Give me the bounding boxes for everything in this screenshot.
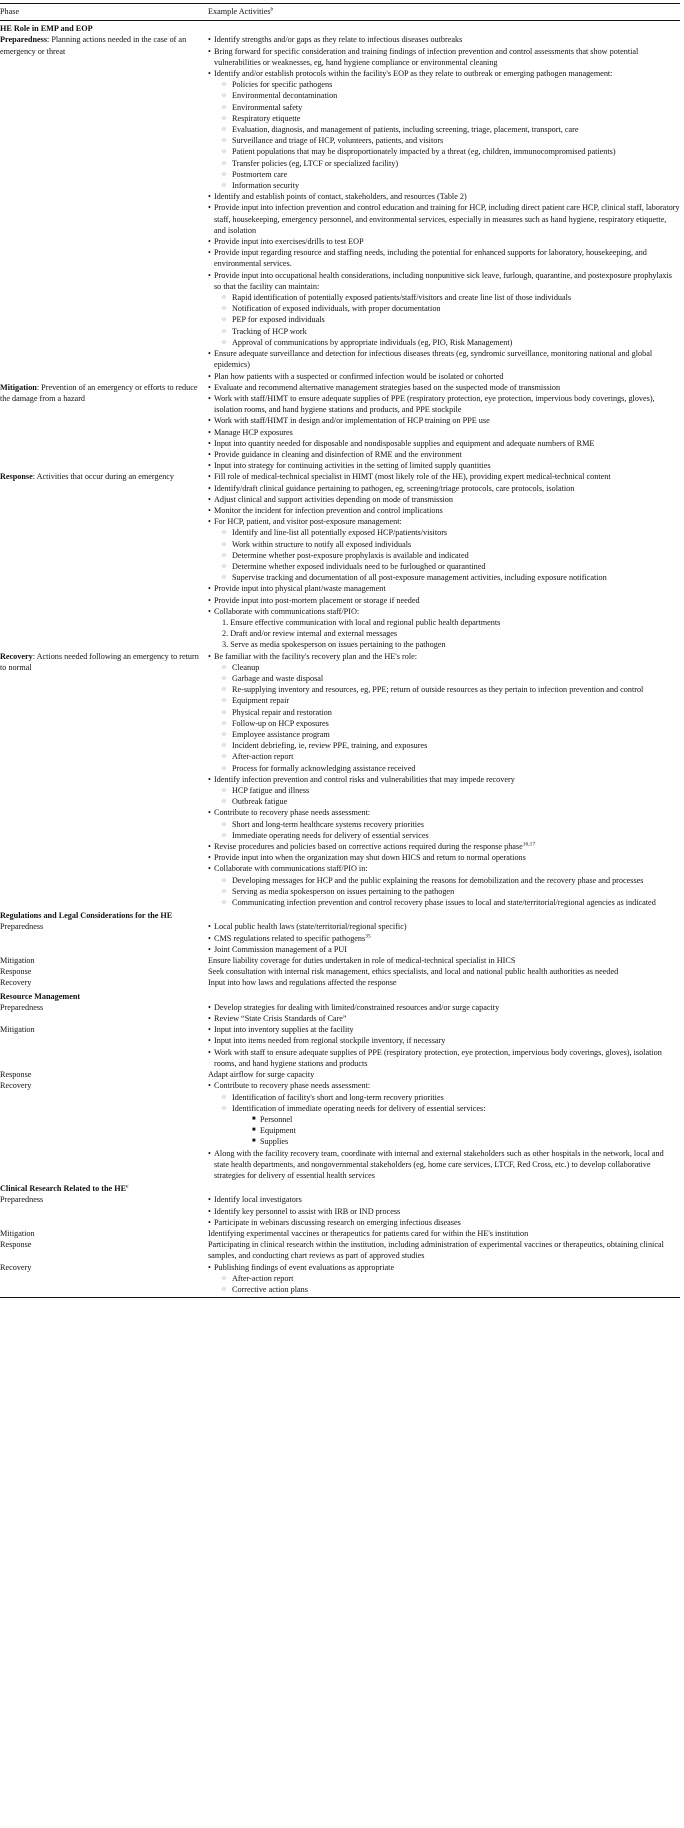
item-text: Respiratory etiquette (232, 113, 301, 123)
phase-name: Response (0, 967, 32, 977)
phase-row (0, 977, 680, 988)
section-title-text: HE Role in EMP and EOP (0, 24, 93, 34)
sub-item (214, 684, 680, 695)
activity-text: Ensure liability coverage for duties undertaken in role of medical-technical specialist in HICS (208, 956, 516, 966)
bullet-item (208, 606, 680, 651)
item-text: HCP fatigue and illness (232, 786, 310, 796)
sub-item (214, 158, 680, 169)
phase-cell (0, 1194, 208, 1228)
sub-list (214, 662, 680, 774)
item-text: Provide guidance in cleaning and disinfection of RME and the environment (214, 449, 462, 459)
sub-item (214, 830, 680, 841)
item-text: Physical repair and restoration (232, 707, 332, 717)
item-text: Work with staff/HIMT in design and/or implementation of HCP training on PPE use (214, 416, 490, 426)
bullet-item (208, 415, 680, 426)
bullet-item (208, 393, 680, 415)
activities-cell (208, 966, 680, 977)
phase-name: Response (0, 1070, 32, 1080)
sub-item (214, 146, 680, 157)
numbered-item: 2. Draft and/or review internal and external messages (222, 629, 398, 639)
phase-cell (0, 1080, 208, 1181)
phase-name: Mitigation (0, 1228, 35, 1238)
item-text: Work with staff/HIMT to ensure adequate supplies of PPE (respiratory protection, eye protection, impervious body coverings, gloves), isolation rooms, and hand hygiene stations and products, and PPE stockpile (214, 393, 655, 415)
bullet-item (208, 863, 680, 908)
item-text: Collaborate with communications staff/PIO in: (214, 864, 368, 874)
item-text: Communicating infection prevention and control recovery phase issues to local and state/territorial/regional agencies as indicated (232, 898, 656, 908)
item-text: Identify infection prevention and control risks and vulnerabilities that may impede recovery (214, 774, 515, 784)
sub-item (214, 897, 680, 908)
bullet-item (208, 1013, 680, 1024)
phase-name: Recovery (0, 1081, 32, 1091)
square-item: ■ Supplies (232, 1136, 680, 1147)
bullet-list (208, 34, 680, 381)
activity-text: Adapt airflow for surge capacity (208, 1070, 315, 1080)
phase-cell (0, 921, 208, 955)
item-text: Contribute to recovery phase needs assessment: (214, 1081, 371, 1091)
item-text: Rapid identification of potentially exposed patients/staff/visitors and create line list of those individuals (232, 293, 572, 303)
phase-name: Response (0, 472, 33, 482)
phase-row (0, 1228, 680, 1239)
sub-list (214, 875, 680, 909)
bullet-item (208, 1047, 680, 1069)
sub-item (214, 729, 680, 740)
item-text: Contribute to recovery phase needs assessment: (214, 808, 371, 818)
phase-row (0, 471, 680, 650)
phase-cell (0, 966, 208, 977)
item-text: Joint Commission management of a PUI (214, 944, 348, 954)
bullet-item (208, 46, 680, 68)
item-text: Review “State Crisis Standards of Care” (214, 1014, 347, 1024)
bullet-item (208, 583, 680, 594)
bullet-item (208, 921, 680, 932)
item-text: Input into inventory supplies at the facility (214, 1025, 354, 1035)
phase-name: Recovery (0, 978, 32, 988)
activity-text: Participating in clinical research within the institution, including administration of experimental vaccines or therapeutics, obtaining clinical samples, and conducting chart reviews as part of approved studies (208, 1240, 664, 1261)
sub-item (214, 662, 680, 673)
phase-row (0, 921, 680, 955)
item-text: Provide input into occupational health considerations, including nonpunitive sick leave, furlough, quarantine, and postexposure prophylaxis so that the facility can maintain: (214, 270, 672, 291)
activities-cell (208, 977, 680, 988)
activity-text: Input into how laws and regulations affected the response (208, 978, 397, 988)
phase-row (0, 955, 680, 966)
activity-text: Identifying experimental vaccines or therapeutics for patients cared for within the HE's institution (208, 1228, 529, 1238)
phase-row (0, 34, 680, 381)
bullet-item (208, 348, 680, 370)
activities-cell (208, 1024, 680, 1069)
bullet-list (208, 382, 680, 472)
bullet-list (208, 471, 680, 650)
item-text: Manage HCP exposures (214, 427, 293, 437)
item-text: Collaborate with communications staff/PIO: (214, 606, 360, 616)
sub-item (214, 292, 680, 303)
sub-item (214, 763, 680, 774)
activities-cell (208, 34, 680, 381)
square-item: ■ Equipment (232, 1125, 680, 1136)
phase-description: : Activities that occur during an emergency (32, 472, 175, 482)
item-text: Identification of immediate operating needs for delivery of essential services: (232, 1103, 486, 1113)
item-text: Policies for specific pathogens (232, 80, 333, 90)
phase-name: Response (0, 1240, 32, 1250)
item-text: Identify and establish points of contact, stakeholders, and resources (Table 2) (214, 192, 467, 202)
sub-item (214, 718, 680, 729)
item-text: Work with staff to ensure adequate supplies of PPE (respiratory protection, eye protection, impervious body coverings, gloves), isolation rooms, and hand hygiene stations and products (214, 1047, 662, 1068)
phase-cell (0, 471, 208, 650)
section-heading-row (0, 1181, 680, 1194)
table-header (0, 4, 680, 21)
bullet-item (208, 1035, 680, 1046)
sub-item (214, 79, 680, 90)
bullet-item (208, 1217, 680, 1228)
item-text: For HCP, patient, and visitor post-exposure management: (214, 517, 402, 527)
sub-item (214, 572, 680, 583)
item-text: Information security (232, 181, 300, 191)
sub-item (214, 875, 680, 886)
item-text: Process for formally acknowledging assistance received (232, 763, 416, 773)
phase-description: : Prevention of an emergency or efforts to reduce the damage from a hazard (0, 382, 198, 403)
item-text: Identification of facility's short and long-term recovery priorities (232, 1092, 444, 1102)
phase-row (0, 1239, 680, 1261)
bullet-item (208, 1080, 680, 1147)
bullet-item (208, 471, 680, 482)
sub-item (214, 673, 680, 684)
sub-item (214, 539, 680, 550)
item-text: Serving as media spokesperson on issues pertaining to the pathogen (232, 886, 455, 896)
item-text: Adjust clinical and support activities depending on mode of transmission (214, 494, 453, 504)
sub-item (214, 527, 680, 538)
phase-name: Preparedness (0, 35, 48, 45)
bullet-list (208, 1262, 680, 1296)
sub-list (214, 785, 680, 807)
phase-row (0, 1262, 680, 1298)
item-text: Ensure adequate surveillance and detection for infectious diseases threats (eg, syndromic surveillance, monitoring national and global epidemics) (214, 349, 653, 370)
item-text: PEP for exposed individuals (232, 315, 325, 325)
activities-cell (208, 651, 680, 909)
activities-cell (208, 471, 680, 650)
item-text: Tracking of HCP work (232, 326, 307, 336)
item-text: Plan how patients with a suspected or confirmed infection would be isolated or cohorted (214, 371, 504, 381)
sub-item (214, 740, 680, 751)
bullet-item (208, 449, 680, 460)
phase-cell (0, 651, 208, 909)
bullet-list (208, 1080, 680, 1181)
square-list (232, 1114, 680, 1148)
phase-name: Mitigation (0, 956, 35, 966)
bullet-item (208, 236, 680, 247)
item-text: Determine whether exposed individuals need to be furloughed or quarantined (232, 561, 486, 571)
citation: 16,17 (522, 841, 536, 848)
item-text: Identify/draft clinical guidance pertaining to pathogen, eg, screening/triage protocols, care protocols, isolation (214, 483, 575, 493)
sub-item (214, 303, 680, 314)
sub-item (214, 695, 680, 706)
bullet-item (208, 774, 680, 808)
section-heading-row (0, 989, 680, 1002)
bullet-item (208, 494, 680, 505)
sub-list (214, 79, 680, 191)
bullet-item (208, 483, 680, 494)
item-text: Patient populations that may be disproportionately impacted by a threat (eg, children, immunocompromised patients) (232, 147, 616, 157)
section-title (0, 21, 680, 35)
phase-cell (0, 1002, 208, 1024)
bullet-item (208, 460, 680, 471)
square-item: ■ Personnel (232, 1114, 680, 1125)
sub-item (214, 550, 680, 561)
phase-description: : Actions needed following an emergency to return to normal (0, 651, 199, 672)
activities-cell (208, 382, 680, 472)
bullet-item (208, 371, 680, 382)
item-text: Transfer policies (eg, LTCF or specialized facility) (232, 158, 399, 168)
activities-cell (208, 1069, 680, 1080)
bullet-item (208, 1002, 680, 1013)
sub-item (214, 326, 680, 337)
bullet-item (208, 807, 680, 841)
phase-description: : Planning actions needed in the case of an emergency or threat (0, 35, 187, 56)
phase-name: Mitigation (0, 382, 37, 392)
item-text: Provide input into post-mortem placement or storage if needed (214, 595, 420, 605)
item-text: Corrective action plans (232, 1284, 308, 1294)
section-heading-row (0, 908, 680, 921)
activities-cell (208, 921, 680, 955)
phase-name: Recovery (0, 651, 33, 661)
item-text: Bring forward for specific consideration and training findings of infection prevention and control assessments that show potential vulnerabilities or weaknesses, eg, hand hygiene compliance or environmental cleaning (214, 46, 639, 67)
sub-item (214, 785, 680, 796)
activities-cell (208, 1239, 680, 1261)
bullet-item (208, 1148, 680, 1182)
item-text: Identify and/or establish protocols within the facility's EOP as they relate to outbreak or emerging pathogen management: (214, 69, 613, 79)
item-text: Garbage and waste disposal (232, 673, 324, 683)
table-body (0, 21, 680, 1298)
phase-cell (0, 1228, 208, 1239)
phase-cell (0, 1024, 208, 1069)
phase-row (0, 1069, 680, 1080)
phase-row (0, 1002, 680, 1024)
item-text: Postmortem care (232, 169, 288, 179)
footnote-marker: c (126, 1183, 129, 1190)
bullet-item (208, 34, 680, 45)
phase-column-header: Phase (0, 4, 208, 21)
item-text: Input into items needed from regional stockpile inventory, if necessary (214, 1036, 446, 1046)
bullet-item (208, 270, 680, 348)
phase-name: Preparedness (0, 1195, 44, 1205)
numbered-item: 3. Serve as media spokesperson on issues pertaining to the pathogen (222, 640, 446, 650)
sub-item (214, 1092, 680, 1103)
bullet-item (208, 1206, 680, 1217)
activities-cell (208, 1228, 680, 1239)
item-text: Determine whether post-exposure prophylaxis is available and indicated (232, 550, 469, 560)
sub-item (214, 561, 680, 572)
phase-name: Recovery (0, 1262, 32, 1272)
section-title (0, 908, 680, 921)
item-text: Identify key personnel to assist with IRB or IND process (214, 1206, 401, 1216)
activities-cell (208, 955, 680, 966)
sub-item (214, 180, 680, 191)
item-text: Notification of exposed individuals, with proper documentation (232, 304, 441, 314)
item-text: Short and long-term healthcare systems recovery priorities (232, 819, 424, 829)
item-text: Provide input into infection prevention and control education and training for HCP, including direct patient care HCP, clinical staff, laboratory staff, housekeeping, emergency personnel, and environmental services, especially in measures such as hand hygiene, respiratory etiquette, and isolation (214, 203, 680, 235)
activities-table (0, 3, 680, 1298)
activities-cell (208, 1080, 680, 1181)
bullet-item (208, 191, 680, 202)
item-text: Outbreak fatigue (232, 797, 288, 807)
bullet-item (208, 427, 680, 438)
phase-cell (0, 955, 208, 966)
activities-cell (208, 1194, 680, 1228)
sub-item (214, 819, 680, 830)
bullet-item (208, 852, 680, 863)
item-text: Incident debriefing, ie, review PPE, training, and exposures (232, 741, 428, 751)
sub-list (214, 292, 680, 348)
item-text: Along with the facility recovery team, coordinate with internal and external stakeholders such as other hospitals in the network, local and state health departments, and nongovernmental stakeholders (eg, home care services, LTCF, Red Cross, etc.) to develop collaborative strategies for delivery of essential health services (214, 1148, 664, 1180)
sub-item (214, 314, 680, 325)
item-text: Approval of communications by appropriate individuals (eg, PIO, Risk Management) (232, 337, 513, 347)
bullet-item (208, 382, 680, 393)
item-text: Participate in webinars discussing research on emerging infectious diseases (214, 1217, 461, 1227)
item-text: Be familiar with the facility's recovery plan and the HE's role: (214, 651, 418, 661)
item-text: Supervise tracking and documentation of all post-exposure management activities, including exposure notification (232, 573, 607, 583)
sub-item (214, 751, 680, 762)
section-title (0, 989, 680, 1002)
item-text: Identify strengths and/or gaps as they relate to infectious diseases outbreaks (214, 35, 463, 45)
sub-list (214, 819, 680, 841)
bullet-list (208, 921, 680, 955)
item-text: Environmental safety (232, 102, 303, 112)
item-text: Input into strategy for continuing activities in the setting of limited supply quantities (214, 461, 491, 471)
item-text: Publishing findings of event evaluations as appropriate (214, 1262, 395, 1272)
bullet-item (208, 841, 680, 852)
sub-item (214, 1103, 680, 1148)
phase-row (0, 1080, 680, 1181)
phase-cell (0, 1069, 208, 1080)
bullet-list (208, 1194, 680, 1228)
item-text: Local public health laws (state/territorial/regional specific) (214, 922, 407, 932)
sub-item (214, 90, 680, 101)
phase-row (0, 651, 680, 909)
bullet-list (208, 651, 680, 909)
item-text: Evaluate and recommend alternative management strategies based on the suspected mode of transmission (214, 382, 561, 392)
item-text: Identify and line-list all potentially exposed HCP/patients/visitors (232, 528, 448, 538)
item-text: Fill role of medical-technical specialist in HIMT (most likely role of the HE), providing expert medical-technical content (214, 472, 611, 482)
item-text: Environmental decontamination (232, 91, 338, 101)
sub-item (214, 113, 680, 124)
sub-item (214, 796, 680, 807)
item-text: Revise procedures and policies based on corrective actions required during the response phase (214, 842, 523, 852)
sub-item (214, 124, 680, 135)
item-text: Cleanup (232, 662, 260, 672)
phase-name: Preparedness (0, 1002, 44, 1012)
bullet-item (208, 1262, 680, 1296)
sub-item (214, 169, 680, 180)
phase-cell (0, 34, 208, 381)
item-text: Employee assistance program (232, 730, 330, 739)
item-text: Provide input into when the organization may shut down HICS and return to normal operations (214, 853, 526, 863)
item-text: Monitor the incident for infection prevention and control implications (214, 505, 443, 515)
activity-text: Seek consultation with internal risk management, ethics specialists, and local and national public health authorities as needed (208, 967, 619, 977)
item-text: Surveillance and triage of HCP, volunteers, patients, and visitors (232, 136, 444, 146)
bullet-item (208, 516, 680, 583)
bullet-item (208, 933, 680, 944)
item-text: Follow-up on HCP exposures (232, 718, 329, 728)
sub-list (214, 1092, 680, 1148)
phase-name: Preparedness (0, 922, 44, 932)
phase-row (0, 382, 680, 472)
item-text: Re-supplying inventory and resources, eg, PPE; return of outside resources as they pertain to infection prevention and control (232, 685, 644, 695)
section-title-text: Regulations and Legal Considerations for the HE (0, 911, 173, 921)
phase-row (0, 1024, 680, 1069)
bullet-item (208, 247, 680, 269)
footnote-marker: b (270, 6, 274, 13)
bullet-item (208, 438, 680, 449)
sub-item (214, 102, 680, 113)
item-text: After-action report (232, 1273, 294, 1283)
citation: 35 (365, 932, 371, 939)
phase-cell (0, 382, 208, 472)
section-title (0, 1181, 680, 1194)
item-text: Provide input into physical plant/waste management (214, 584, 386, 594)
item-text: Identify local investigators (214, 1195, 302, 1205)
bullet-item (208, 505, 680, 516)
item-text: After-action report (232, 752, 294, 762)
item-text: Work within structure to notify all exposed individuals (232, 539, 412, 549)
sub-list (214, 1273, 680, 1295)
bullet-item (208, 651, 680, 774)
bullet-item (208, 1194, 680, 1205)
activities-cell (208, 1262, 680, 1298)
sub-item (214, 1273, 680, 1284)
phase-cell (0, 977, 208, 988)
item-text: Develop strategies for dealing with limited/constrained resources and/or surge capacity (214, 1002, 500, 1012)
section-title-text: Resource Management (0, 991, 81, 1001)
phase-row (0, 1194, 680, 1228)
sub-item (214, 135, 680, 146)
bullet-list (208, 1024, 680, 1069)
sub-item (214, 886, 680, 897)
item-text: Input into quantity needed for disposable and nondisposable supplies and equipment and adequate numbers of RME (214, 438, 595, 448)
item-text: Evaluation, diagnosis, and management of patients, including screening, triage, placement, transport, care (232, 125, 579, 135)
phase-cell (0, 1239, 208, 1261)
section-heading-row (0, 21, 680, 35)
item-text: CMS regulations related to specific pathogens (214, 933, 366, 943)
bullet-item (208, 595, 680, 606)
bullet-list (208, 1002, 680, 1024)
bullet-item (208, 944, 680, 955)
item-text: Immediate operating needs for delivery of essential services (232, 830, 429, 840)
item-text: Provide input into exercises/drills to test EOP (214, 237, 364, 247)
item-text: Provide input regarding resource and staffing needs, including the potential for enhanced supports for laboratory, housekeeping, and environmental services. (214, 248, 647, 269)
item-text: Equipment repair (232, 696, 290, 706)
phase-name: Mitigation (0, 1025, 35, 1035)
activities-cell (208, 1002, 680, 1024)
sub-item (214, 707, 680, 718)
phase-row (0, 966, 680, 977)
numbered-item: 1. Ensure effective communication with local and regional public health departments (222, 617, 501, 627)
sub-list (214, 527, 680, 583)
bullet-item (208, 202, 680, 236)
numbered-list (214, 617, 680, 651)
item-text: Developing messages for HCP and the public explaining the reasons for demobilization and the recovery phase and processes (232, 875, 644, 885)
phase-cell (0, 1262, 208, 1298)
activities-column-header: Example Activities$^b$ (208, 4, 680, 21)
sub-item (214, 337, 680, 348)
bullet-item (208, 68, 680, 191)
section-title-text: Clinical Research Related to the HE (0, 1184, 127, 1194)
sub-item (214, 1284, 680, 1295)
bullet-item (208, 1024, 680, 1035)
